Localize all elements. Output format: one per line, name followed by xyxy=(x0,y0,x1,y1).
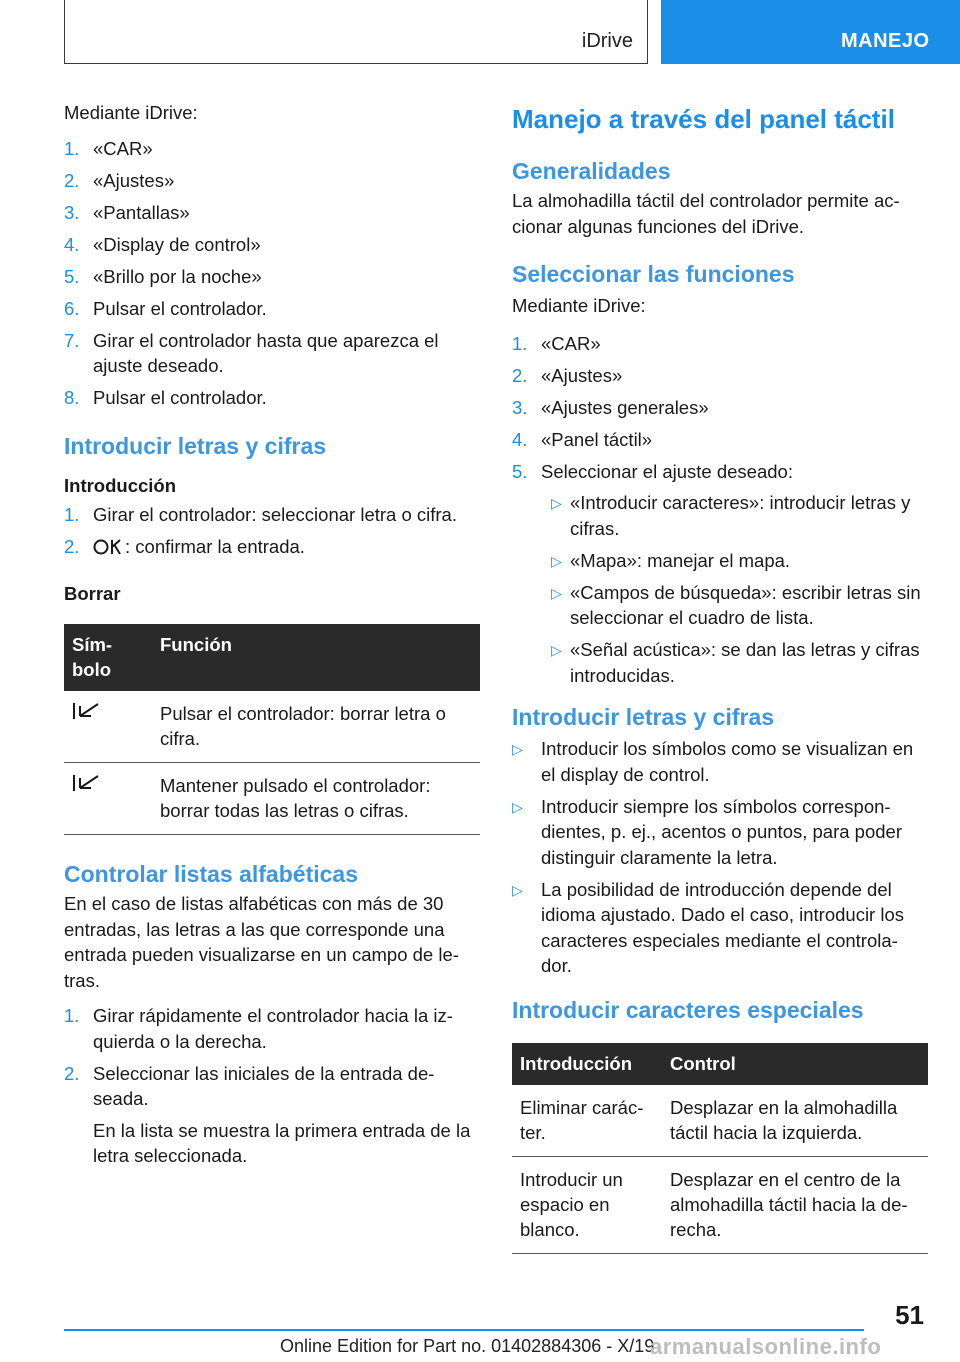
letters-list xyxy=(512,736,928,979)
list-item xyxy=(512,363,928,389)
list-item xyxy=(512,794,928,871)
list-item xyxy=(512,331,928,357)
step-text: «Ajustes» xyxy=(93,169,175,191)
list-item xyxy=(64,136,480,162)
list-item xyxy=(64,1003,480,1054)
table-header-row xyxy=(512,1043,928,1085)
list-item xyxy=(541,637,928,688)
table-cell: Eliminar carác-ter. xyxy=(512,1085,662,1157)
option-text: «Señal acústica»: se dan las letras y cifras introducidas. xyxy=(570,639,920,686)
list-item xyxy=(541,490,928,541)
step-number: 2. xyxy=(64,1062,80,1084)
step-text: «Display de control» xyxy=(93,233,261,255)
item-text: Introducir siempre los símbolos correspon-dientes, p. ej., acentos o puntos, para poder distinguir claramente la letra. xyxy=(541,795,902,868)
step-number: 1. xyxy=(64,503,80,525)
delete-table xyxy=(64,624,480,835)
list-item xyxy=(64,1061,480,1169)
intro-text: Mediante iDrive: xyxy=(512,295,646,316)
table-cell: Pulsar el controlador: borrar letra o cifra. xyxy=(152,691,480,763)
page-number: 51 xyxy=(895,1300,924,1330)
section-heading: Introducir caracteres especiales xyxy=(512,996,864,1023)
intro-text: Mediante iDrive: xyxy=(64,102,198,123)
step-text: «Ajustes» xyxy=(541,364,623,386)
list-item xyxy=(64,168,480,194)
brightness-steps xyxy=(64,136,480,411)
step-number: 5. xyxy=(512,460,528,482)
step-number: 5. xyxy=(64,265,80,287)
triangle-bullet-icon: ▷ xyxy=(551,495,562,511)
option-text: «Introducir caracteres»: introducir letras y cifras. xyxy=(570,492,911,539)
list-item xyxy=(512,459,928,689)
step-number: 1. xyxy=(512,332,528,354)
list-item xyxy=(64,296,480,322)
table-header-cell: Control xyxy=(662,1043,928,1085)
step-number: 4. xyxy=(512,428,528,450)
step-text: «Ajustes generales» xyxy=(541,396,709,418)
item-text: La posibilidad de introducción depende del idioma ajustado. Dado el caso, introducir los caracteres especiales mediante el controla-dor. xyxy=(541,878,904,976)
section-heading: Controlar listas alfabéticas xyxy=(64,861,358,887)
ok-icon xyxy=(93,538,125,556)
step-text: : confirmar la entrada. xyxy=(125,535,305,557)
table-cell: Mantener pulsado el controlador: borrar todas las letras o cifras. xyxy=(152,763,480,835)
section-heading: Introducir letras y cifras xyxy=(512,704,775,730)
subsection-heading: Introducción xyxy=(64,474,177,496)
table-row xyxy=(512,1156,928,1253)
option-text: «Mapa»: manejar el mapa. xyxy=(570,549,791,571)
triangle-bullet-icon: ▷ xyxy=(512,741,523,757)
sub-options xyxy=(541,490,928,688)
left-column xyxy=(64,100,480,1175)
list-item xyxy=(64,232,480,258)
special-chars-table xyxy=(512,1043,928,1254)
step-note: En la lista se muestra la primera entrada de la letra seleccionada. xyxy=(93,1119,471,1166)
step-text: «Panel táctil» xyxy=(541,428,653,450)
step-text: Girar el controlador: seleccionar letra o cifra. xyxy=(93,503,457,525)
section-heading: Generalidades xyxy=(512,158,671,184)
step-text: Pulsar el controlador. xyxy=(93,297,267,319)
step-text: «CAR» xyxy=(541,332,601,354)
table-row xyxy=(64,763,480,835)
table-cell xyxy=(64,763,152,835)
table-cell: Introducir un espacio en blanco. xyxy=(512,1156,662,1253)
section-heading: Seleccionar las funciones xyxy=(512,261,795,287)
backspace-icon xyxy=(72,773,102,793)
list-item xyxy=(512,877,928,979)
triangle-bullet-icon: ▷ xyxy=(551,584,562,601)
table-header-cell: Sím-bolo xyxy=(64,624,152,691)
chapter-tab xyxy=(661,0,960,64)
step-text: Girar rápidamente el controlador hacia la iz-quierda o la derecha. xyxy=(93,1005,453,1052)
item-text: Introducir los símbolos como se visualizan en el display de control. xyxy=(541,738,914,785)
footer-divider xyxy=(64,1329,864,1331)
step-number: 1. xyxy=(64,1005,80,1026)
list-item xyxy=(64,534,480,560)
step-text: «CAR» xyxy=(93,137,153,159)
section-heading: Introducir letras y cifras xyxy=(64,432,327,459)
triangle-bullet-icon: ▷ xyxy=(551,552,562,569)
list-item xyxy=(541,580,928,631)
option-text: «Campos de búsqueda»: escribir letras sin seleccionar el cuadro de lista. xyxy=(570,581,921,628)
page-header xyxy=(0,0,960,66)
triangle-bullet-icon: ▷ xyxy=(512,881,523,898)
watermark: armanualsonline.info xyxy=(650,1334,882,1359)
table-header-cell: Función xyxy=(152,624,480,691)
step-text: «Brillo por la noche» xyxy=(93,265,262,287)
table-header-row xyxy=(64,624,480,691)
step-number: 1. xyxy=(64,137,80,159)
list-item xyxy=(64,200,480,226)
step-text: Pulsar el controlador. xyxy=(93,387,267,408)
main-heading: Manejo a través del panel táctil xyxy=(512,104,895,134)
table-cell xyxy=(64,691,152,763)
step-number: 2. xyxy=(64,535,80,557)
step-number: 4. xyxy=(64,233,80,255)
step-number: 6. xyxy=(64,297,80,319)
paragraph: En el caso de listas alfabéticas con más de 30 entradas, las letras a las que corresponde una entrada pueden visualizarse en un campo de le-tras. xyxy=(64,893,459,991)
step-number: 8. xyxy=(64,387,80,408)
list-item xyxy=(64,385,480,411)
step-number: 2. xyxy=(512,364,528,386)
section-header-box xyxy=(64,0,648,64)
list-item xyxy=(64,502,480,528)
step-text: Seleccionar el ajuste deseado: xyxy=(541,460,793,482)
table-cell: Desplazar en el centro de la almohadilla táctil hacia la de-recha. xyxy=(662,1156,928,1253)
table-header-cell: Introducción xyxy=(512,1043,662,1085)
step-number: 3. xyxy=(64,201,80,223)
chapter-title: MANEJO xyxy=(841,30,930,52)
step-number: 7. xyxy=(64,329,80,351)
step-text: Seleccionar las iniciales de la entrada de-seada. xyxy=(93,1062,435,1109)
list-item xyxy=(64,264,480,290)
step-text: Girar el controlador hasta que aparezca el ajuste deseado. xyxy=(93,329,439,376)
subsection-heading: Borrar xyxy=(64,583,121,604)
paragraph: La almohadilla táctil del controlador permite ac-cionar algunas funciones del iDrive. xyxy=(512,190,900,237)
list-item xyxy=(512,395,928,421)
step-number: 3. xyxy=(512,396,528,418)
section-title: iDrive xyxy=(581,30,633,52)
select-steps xyxy=(512,331,928,689)
step-text: «Pantallas» xyxy=(93,201,190,223)
backspace-icon xyxy=(72,701,102,721)
step-number: 2. xyxy=(64,169,80,191)
right-column xyxy=(512,100,928,1254)
edition-text: Online Edition for Part no. 01402884306 - X/19 xyxy=(280,1336,655,1356)
table-row xyxy=(64,691,480,763)
list-item xyxy=(64,328,480,379)
input-steps xyxy=(64,502,480,560)
triangle-bullet-icon: ▷ xyxy=(551,642,562,658)
list-item xyxy=(512,427,928,453)
table-row xyxy=(512,1085,928,1157)
list-steps xyxy=(64,1003,480,1169)
list-item xyxy=(512,736,928,787)
table-cell: Desplazar en la almohadilla táctil hacia la izquierda. xyxy=(662,1085,928,1157)
list-item xyxy=(541,548,928,574)
triangle-bullet-icon: ▷ xyxy=(512,798,523,815)
